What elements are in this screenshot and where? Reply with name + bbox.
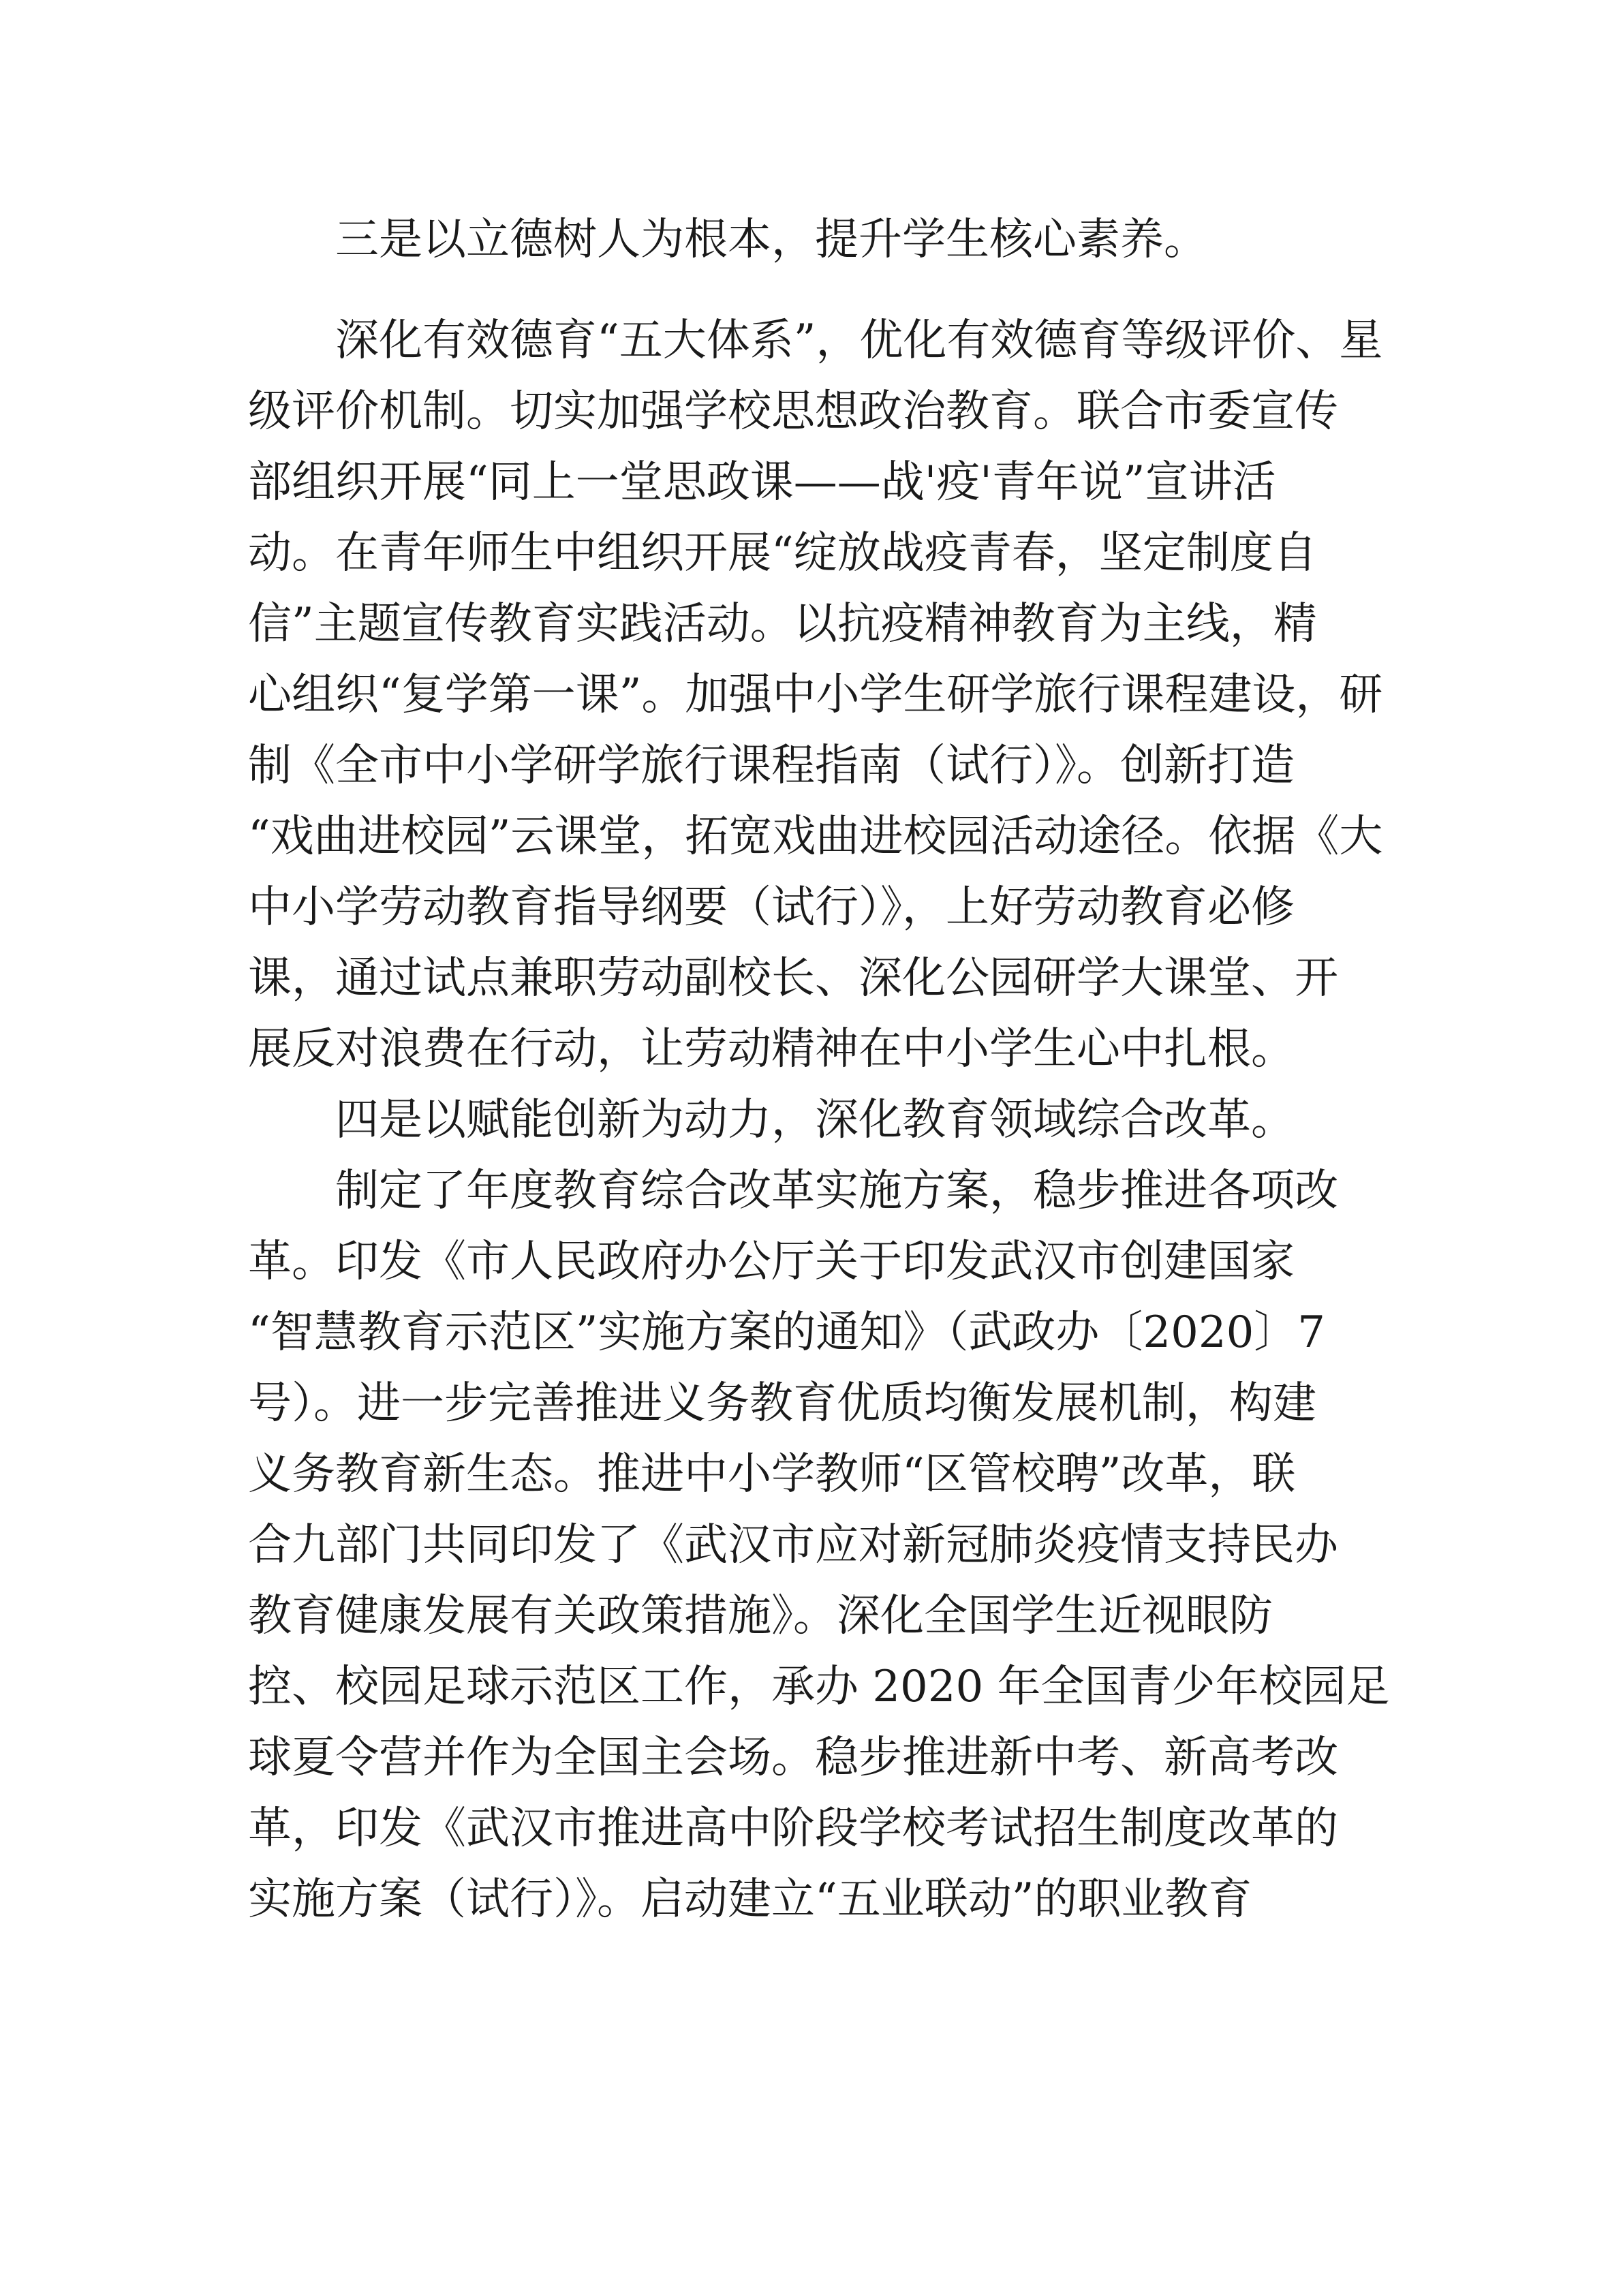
paragraph-line: 动。在青年师生中组织开展“绽放战疫青春，坚定制度自 <box>248 528 1317 578</box>
paragraph-line: 合九部门共同印发了《武汉市应对新冠肺炎疫情支持民办 <box>248 1520 1338 1570</box>
document-body <box>248 204 1400 1935</box>
paragraph-line: 级评价机制。切实加强学校思想政治教育。联合市委宣传 <box>248 386 1338 437</box>
paragraph-line: 球夏令营并作为全国主会场。稳步推进新中考、新高考改 <box>248 1733 1338 1783</box>
paragraph-line: 部组织开展“同上一堂思政课——战'疫'青年说”宣讲活 <box>248 457 1276 508</box>
section-heading-four: 四是以赋能创新为动力，深化教育领域综合改革。 <box>335 1095 1295 1145</box>
paragraph-line: 控、校园足球示范区工作，承办 2020 年全国青少年校园足 <box>248 1662 1390 1712</box>
paragraph-line: 制《全市中小学研学旅行课程指南（试行）》。创新打造 <box>248 741 1295 791</box>
paragraph-line: “戏曲进校园”云课堂，拓宽戏曲进校园活动途径。依据《大 <box>248 811 1383 862</box>
paragraph-line: 革。印发《市人民政府办公厅关于印发武汉市创建国家 <box>248 1237 1295 1287</box>
paragraph-line: 革，印发《武汉市推进高中阶段学校考试招生制度改革的 <box>248 1803 1338 1854</box>
paragraph-line: 实施方案（试行）》。启动建立“五业联动”的职业教育 <box>248 1874 1252 1925</box>
paragraph-line: 号）。进一步完善推进义务教育优质均衡发展机制，构建 <box>248 1378 1316 1429</box>
paragraph-line: 信”主题宣传教育实践活动。以抗疫精神教育为主线，精 <box>248 599 1317 649</box>
section-heading-three: 三是以立德树人为根本，提升学生核心素养。 <box>335 215 1207 265</box>
paragraph-line: 课，通过试点兼职劳动副校长、深化公园研学大课堂、开 <box>248 953 1338 1004</box>
paragraph-line: 心组织“复学第一课”。加强中小学生研学旅行课程建设，研 <box>248 670 1383 720</box>
paragraph-line: 教育健康发展有关政策措施》。深化全国学生近视眼防 <box>248 1591 1273 1641</box>
paragraph-line: “智慧教育示范区”实施方案的通知》（武政办〔2020〕7 <box>248 1307 1326 1358</box>
paragraph-line: 深化有效德育“五大体系”，优化有效德育等级评价、星 <box>335 315 1383 366</box>
paragraph-line: 义务教育新生态。推进中小学教师“区管校聘”改革，联 <box>248 1449 1296 1500</box>
paragraph-line: 制定了年度教育综合改革实施方案，稳步推进各项改 <box>335 1166 1338 1216</box>
paragraph-line: 展反对浪费在行动，让劳动精神在中小学生心中扎根。 <box>248 1024 1295 1074</box>
paragraph-line: 中小学劳动教育指导纲要（试行）》，上好劳动教育必修 <box>248 882 1295 933</box>
